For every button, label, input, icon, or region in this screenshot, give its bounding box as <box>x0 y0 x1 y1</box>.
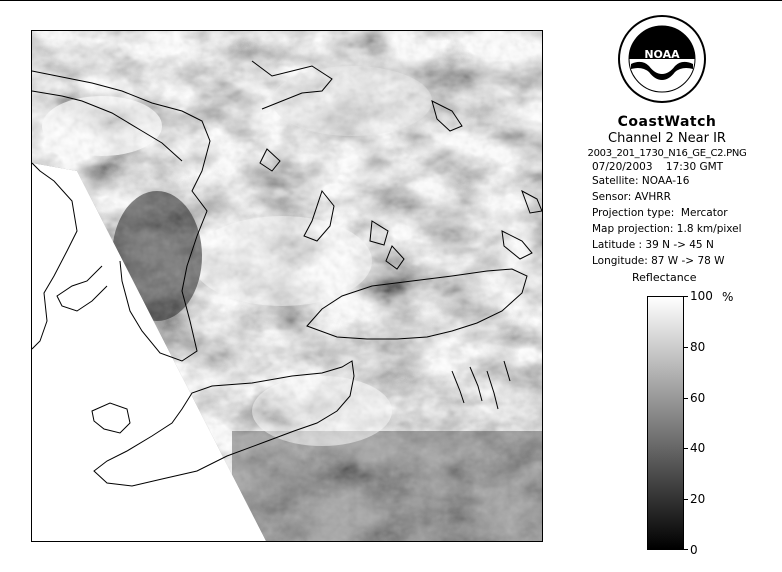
longitude-label: Longitude: 87 W -> 78 W <box>592 255 725 267</box>
noaa-logo <box>617 14 707 104</box>
date-time <box>560 161 774 173</box>
legend-tick-mark <box>684 448 688 449</box>
sensor-label: Sensor: AVHRR <box>592 191 671 203</box>
legend-tick-mark <box>684 398 688 399</box>
projection-type-label: Projection type: Mercator <box>592 207 728 219</box>
legend-unit: % <box>722 290 734 304</box>
legend-tick-label: 40 <box>690 441 706 456</box>
legend-tick-label: 0 <box>690 543 698 557</box>
legend-tick-label: 80 <box>690 339 706 354</box>
reflectance-map <box>32 31 543 542</box>
legend-tick-mark <box>684 549 688 550</box>
latitude-label: Latitude : 39 N -> 45 N <box>592 239 714 251</box>
legend-tick-label: 100 <box>690 289 713 303</box>
reflectance-colorbar <box>647 296 684 550</box>
product-info <box>560 114 774 271</box>
legend-title: Reflectance <box>632 271 697 284</box>
legend-tick-label: 20 <box>690 492 706 507</box>
time-value: 17:30 GMT <box>665 161 724 173</box>
satellite-label: Satellite: NOAA-16 <box>592 175 690 187</box>
noaa-logo-text: NOAA <box>644 48 680 61</box>
legend-tick-label: 60 <box>690 390 706 405</box>
product-title: CoastWatch <box>617 114 717 130</box>
image-swath <box>32 31 543 542</box>
map-projection-label: Map projection: 1.8 km/pixel <box>592 223 742 235</box>
legend-tick-mark <box>684 347 688 348</box>
legend-tick-mark <box>684 499 688 500</box>
satellite-image-map <box>31 30 543 542</box>
channel-label: Channel 2 Near IR <box>608 131 726 146</box>
legend-tick-mark <box>684 296 688 297</box>
date-value: 07/20/2003 <box>592 161 653 173</box>
top-rule <box>0 0 782 1</box>
image-filename: 2003_201_1730_N16_GE_C2.PNG <box>587 148 747 159</box>
noaa-seal-icon <box>617 14 707 104</box>
